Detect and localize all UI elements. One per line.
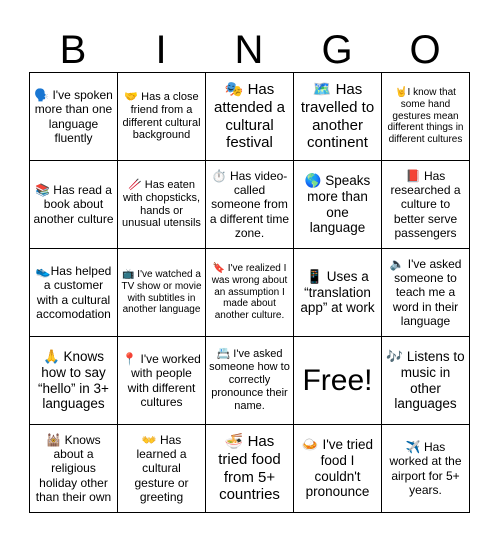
bingo-cell[interactable]: 📱 Uses a “translation app” at work [294,249,382,337]
grid-row [30,425,470,513]
bingo-grid [29,72,470,513]
bingo-cell[interactable]: ⏱️ Has video-called someone from a different time zone. [206,161,294,249]
bingo-cell[interactable]: 🗺️ Has travelled to another continent [294,73,382,161]
bingo-cell[interactable]: 🎶 Listens to music in other languages [382,337,470,425]
header-letter-g: G [321,28,353,72]
bingo-cell[interactable]: 🌎 Speaks more than one language [294,161,382,249]
bingo-cell[interactable]: ✈️ Has worked at the airport for 5+ years. [382,425,470,513]
bingo-cell[interactable]: 📇 I've asked someone how to correctly pronounce their name. [206,337,294,425]
bingo-header [29,28,469,72]
bingo-cell[interactable]: 🔈 I've asked someone to teach me a word in their language [382,249,470,337]
bingo-cell[interactable]: 👐 Has learned a cultural gesture or greeting [118,425,206,513]
bingo-cell[interactable]: 🍜 Has tried food from 5+ countries [206,425,294,513]
grid-row [30,161,470,249]
bingo-cell[interactable]: 🙏 Knows how to say “hello” in 3+ languages [30,337,118,425]
free-space-cell[interactable]: Free! [294,337,382,425]
bingo-cell[interactable]: 🍛 I've tried food I couldn't pronounce [294,425,382,513]
grid-row [30,337,470,425]
bingo-cell[interactable]: 🎭 Has attended a cultural festival [206,73,294,161]
bingo-cell[interactable]: 🤘I know that some hand gestures mean different things in different cultures [382,73,470,161]
bingo-cell[interactable]: 🤝 Has a close friend from a different cultural background [118,73,206,161]
header-letter-o: O [409,28,441,72]
header-letter-b: B [59,28,87,72]
header-letter-i: I [155,28,167,72]
bingo-cell[interactable]: 🥢 Has eaten with chopsticks, hands or unusual utensils [118,161,206,249]
grid-row [30,249,470,337]
bingo-cell[interactable]: 🗣️ I've spoken more than one language fluently [30,73,118,161]
bingo-cell[interactable]: 📍 I've worked with people with different cultures [118,337,206,425]
bingo-cell[interactable]: 👟Has helped a customer with a cultural accomodation [30,249,118,337]
bingo-cell[interactable]: 📕 Has researched a culture to better serve passengers [382,161,470,249]
bingo-cell[interactable]: 🔖 I've realized I was wrong about an assumption I made about another culture. [206,249,294,337]
header-letter-n: N [234,28,264,72]
bingo-cell[interactable]: 📚 Has read a book about another culture [30,161,118,249]
bingo-cell[interactable]: 📺 I've watched a TV show or movie with subtitles in another language [118,249,206,337]
grid-row [30,73,470,161]
bingo-cell[interactable]: 🕍 Knows about a religious holiday other than their own [30,425,118,513]
